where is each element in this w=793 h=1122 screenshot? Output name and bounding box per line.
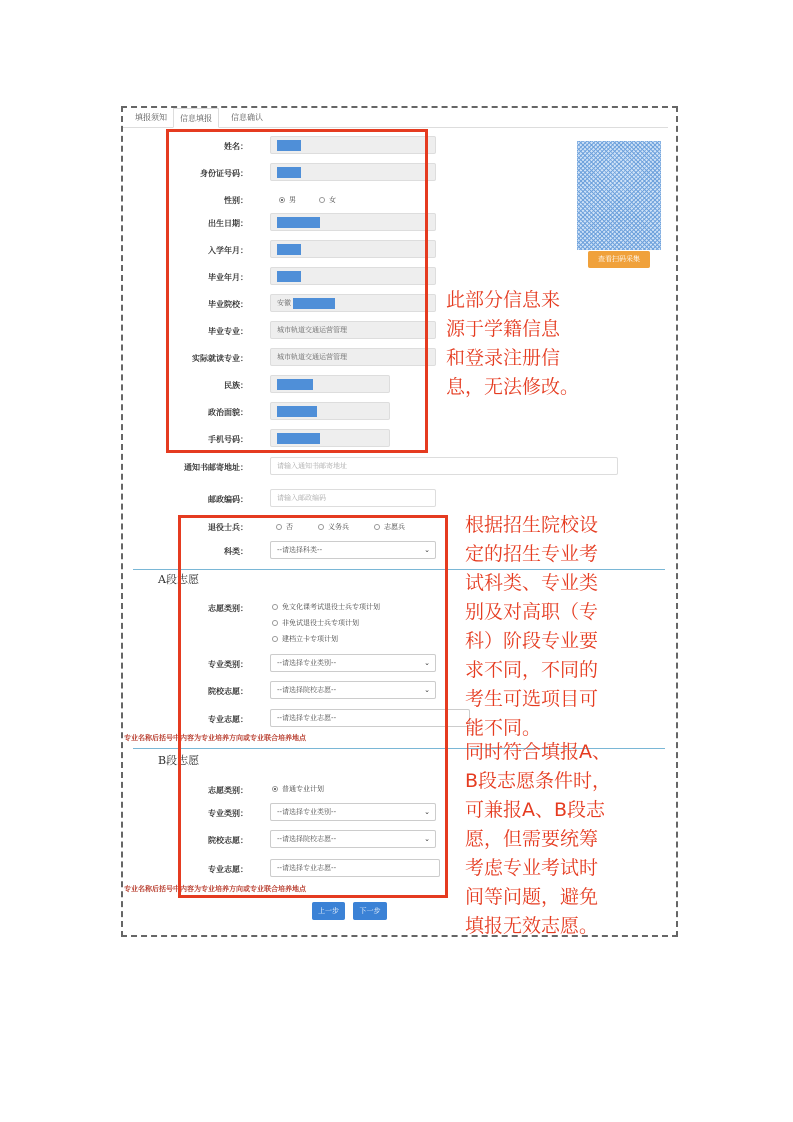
a-category-option-3[interactable]: 建档立卡专项计划	[272, 634, 338, 644]
zip-label: 邮政编码：	[208, 495, 248, 504]
subject-select[interactable]: --请选择科类-- ⌄	[270, 541, 436, 559]
a-category-label: 志愿类别：	[208, 604, 248, 613]
b-school-select[interactable]: --请选择院校志愿-- ⌄	[270, 830, 436, 848]
next-button[interactable]: 下一步	[353, 902, 387, 920]
b-category-option[interactable]: 普通专业计划	[272, 784, 324, 794]
gender-male-radio[interactable]: 男	[279, 195, 296, 205]
veteran-conscript-radio[interactable]: 义务兵	[318, 522, 349, 532]
annotation-box-readonly	[166, 129, 428, 453]
b-major-label: 专业志愿：	[208, 865, 248, 874]
address-input[interactable]: 请输入通知书邮寄地址	[270, 457, 618, 475]
birth-label: 出生日期：	[208, 219, 248, 228]
b-category-label: 志愿类别：	[208, 786, 248, 795]
tab-instructions[interactable]: 填报须知	[135, 113, 167, 122]
ethnic-label: 民族：	[224, 381, 248, 390]
a-major-select[interactable]: --请选择专业志愿--	[270, 709, 470, 727]
school-label: 毕业院校：	[208, 300, 248, 309]
a-school-select[interactable]: --请选择院校志愿-- ⌄	[270, 681, 436, 699]
school-field: 安徽	[270, 294, 436, 312]
prev-button[interactable]: 上一步	[312, 902, 345, 920]
a-major-type-label: 专业类别：	[208, 660, 248, 669]
tab-bar	[123, 108, 668, 128]
annotation-note-3: 同时符合填报A、 B段志愿条件时， 可兼报A、B段志 愿，但需要统筹 考虑专业考试时 间等问题，避免 填报无效志愿。	[465, 741, 612, 937]
political-label: 政治面貌：	[208, 408, 248, 417]
gender-label: 性别：	[224, 196, 248, 205]
b-school-label: 院校志愿：	[208, 836, 248, 845]
actual-major-field: 城市轨道交通运营管理	[270, 348, 436, 366]
section-a-title: A段志愿	[158, 573, 199, 586]
major-label: 毕业专业：	[208, 327, 248, 336]
gender-female-radio[interactable]: 女	[319, 195, 336, 205]
veteran-label: 退役士兵：	[208, 523, 248, 532]
annotation-note-1: 此部分信息来 源于学籍信息 和登录注册信 息，无法修改。	[446, 289, 580, 398]
id-label: 身份证号码：	[200, 169, 248, 178]
a-category-option-1[interactable]: 免文化课考试退役士兵专项计划	[272, 602, 380, 612]
actual-major-label: 实际就读专业：	[192, 354, 248, 363]
tab-info-confirm[interactable]: 信息确认	[231, 113, 263, 122]
b-major-type-label: 专业类别：	[208, 809, 248, 818]
b-major-select[interactable]: --请选择专业志愿--	[270, 859, 440, 877]
subject-label: 科类：	[224, 547, 248, 556]
annotation-box-options	[178, 515, 448, 898]
a-category-option-2[interactable]: 非免试退役士兵专项计划	[272, 618, 359, 628]
photo-collect-button[interactable]: 查看扫码采集	[588, 251, 650, 268]
a-major-type-select[interactable]: --请选择专业类别-- ⌄	[270, 654, 436, 672]
annotation-note-2: 根据招生院校设 定的招生专业考 试科类、专业类 别及对高职（专 科）阶段专业要 求不同，不同的 考生可选项目可 能不同。	[465, 514, 599, 739]
a-major-label: 专业志愿：	[208, 715, 248, 724]
name-label: 姓名：	[224, 142, 248, 151]
a-school-label: 院校志愿：	[208, 687, 248, 696]
grad-label: 毕业年月：	[208, 273, 248, 282]
enroll-label: 入学年月：	[208, 246, 248, 255]
b-major-type-select[interactable]: --请选择专业类别-- ⌄	[270, 803, 436, 821]
photo-placeholder	[577, 141, 661, 250]
section-b-title: B段志愿	[158, 754, 200, 767]
address-label: 通知书邮寄地址：	[184, 463, 248, 472]
veteran-no-radio[interactable]: 否	[276, 522, 293, 532]
b-warning-text: 专业名称后括号中内容为专业培养方向或专业联合培养地点	[124, 885, 306, 893]
veteran-volunteer-radio[interactable]: 志愿兵	[374, 522, 405, 532]
zip-input[interactable]: 请输入邮政编码	[270, 489, 436, 507]
tab-info-fill[interactable]: 信息填报	[173, 108, 219, 128]
a-warning-text: 专业名称后括号中内容为专业培养方向或专业联合培养地点	[124, 734, 306, 742]
major-field: 城市轨道交通运营管理	[270, 321, 436, 339]
phone-label: 手机号码：	[208, 435, 248, 444]
